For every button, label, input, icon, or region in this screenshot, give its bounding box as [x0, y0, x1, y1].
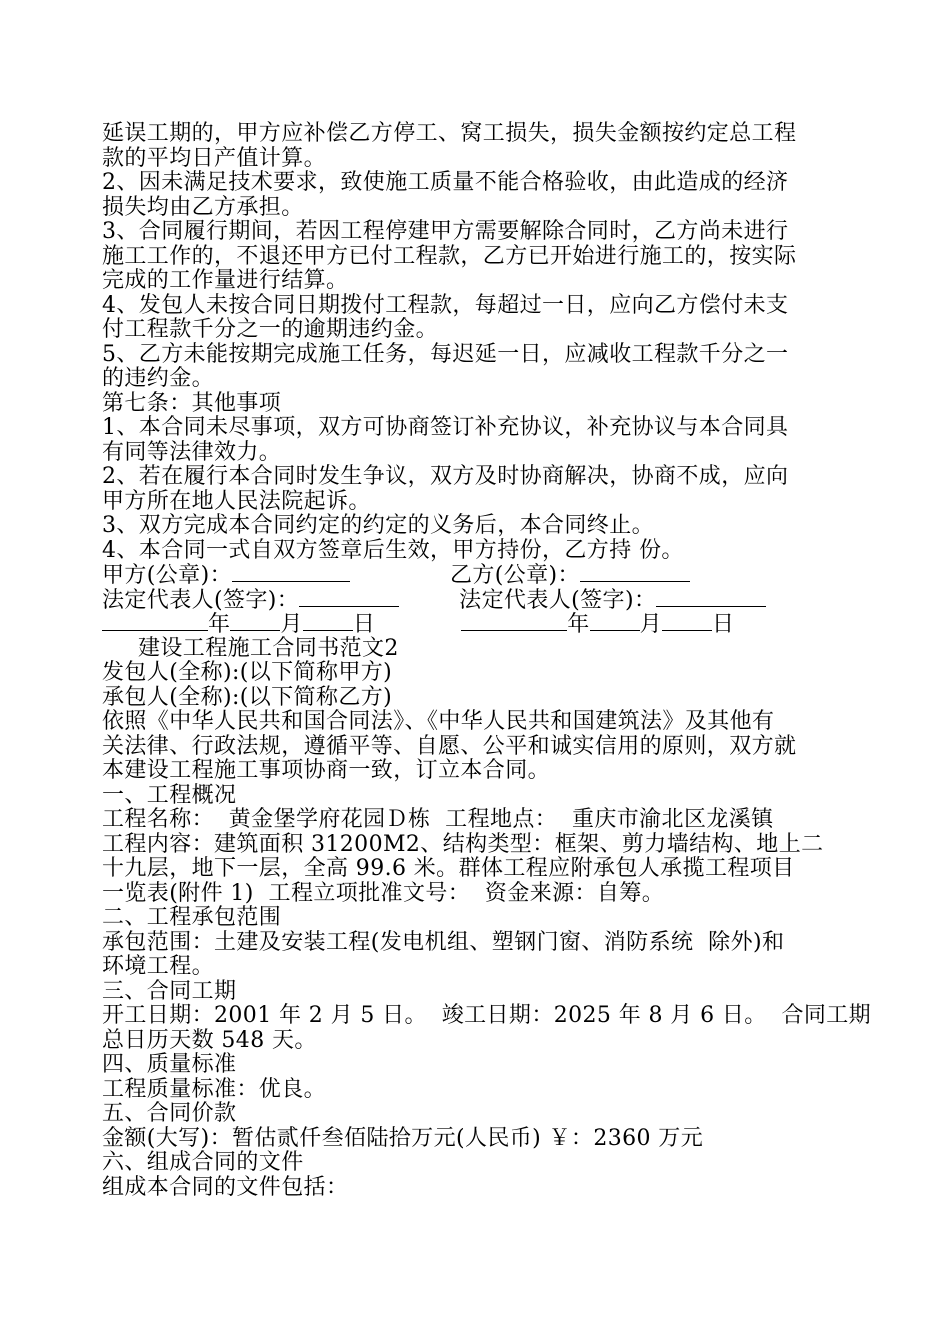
text-line: 2、若在履行本合同时发生争议，双方及时协商解决，协商不成，应向 — [102, 464, 789, 489]
text-line: 施工工作的，不退还甲方已付工程款，乙方已开始进行施工的，按实际 — [102, 243, 797, 269]
text-line: 金额(大写)：暂估贰仟叁佰陆拾万元(人民币) ￥：2360 万元 — [102, 1125, 704, 1151]
year-label: 年 — [208, 612, 231, 637]
party-b-seal-label: 乙方(公章)： — [449, 563, 580, 588]
party-b-rep-blank — [656, 588, 766, 607]
day-label: 日 — [352, 612, 376, 637]
date-blank — [303, 612, 353, 631]
text-line: 4、发包人未按合同日期拨付工程款，每超过一日，应向乙方偿付未支 — [102, 292, 789, 318]
text-line: 3、合同履行期间，若因工程停建甲方需要解除合同时，乙方尚未进行 — [102, 219, 789, 244]
text-line: 发包人(全称):(以下简称甲方) — [102, 660, 393, 685]
text-line: 有同等法律效力。 — [102, 439, 282, 465]
party-a-rep-blank — [299, 588, 399, 607]
section-heading: 三、合同工期 — [102, 978, 237, 1004]
text-line: 5、乙方未能按期完成施工任务，每迟延一日，应减收工程款千分之一 — [102, 341, 789, 367]
party-b-rep-label: 法定代表人(签字)： — [459, 587, 657, 613]
text-line: 十九层，地下一层，全高 99.6 米。群体工程应附承包人承揽工程项目 — [102, 856, 795, 881]
day-label: 日 — [712, 612, 735, 637]
signature-rep-row — [102, 588, 852, 613]
text-line: 1、本合同未尽事项，双方可协商签订补充协议，补充协议与本合同具 — [102, 415, 789, 440]
text-line: 总日历天数 548 天。 — [102, 1027, 317, 1053]
date-blank — [230, 612, 280, 631]
text-line: 承包范围：土建及安装工程(发电机组、塑钢门窗、消防系统 除外)和 — [102, 929, 785, 955]
section-heading: 六、组成合同的文件 — [102, 1150, 304, 1175]
text-line: 损失均由乙方承担。 — [102, 194, 304, 220]
date-blank — [461, 612, 567, 631]
text-line: 承包人(全称):(以下简称乙方) — [102, 684, 393, 710]
signature-seal-row — [102, 563, 852, 588]
month-label: 月 — [639, 612, 663, 637]
text-line: 3、双方完成本合同约定的约定的义务后，本合同终止。 — [102, 513, 654, 538]
date-blank — [590, 612, 640, 631]
section-heading: 一、工程概况 — [102, 782, 237, 808]
text-line: 环境工程。 — [102, 954, 215, 979]
text-line: 款的平均日产值计算。 — [102, 145, 327, 171]
signature-date-row — [102, 612, 852, 637]
year-label: 年 — [567, 612, 590, 637]
party-a-seal-blank — [232, 563, 350, 582]
date-blank — [102, 612, 208, 631]
text-line: 的违约金。 — [102, 366, 215, 391]
text-line: 2、因未满足技术要求，致使施工质量不能合格验收，由此造成的经济 — [102, 170, 789, 195]
party-b-seal-blank — [580, 563, 690, 582]
document-page — [102, 121, 872, 1200]
section-heading: 第七条：其他事项 — [102, 390, 282, 416]
month-label: 月 — [280, 612, 303, 637]
text-line: 关法律、行政法规，遵循平等、自愿、公平和诚实信用的原则，双方就 — [102, 733, 797, 759]
date-blank — [662, 612, 712, 631]
text-line: 一览表(附件 1) 工程立项批准文号： 资金来源：自筹。 — [102, 880, 665, 906]
text-line: 4、本合同一式自双方签章后生效，甲方持份，乙方持 份。 — [102, 537, 684, 563]
text-line: 开工日期：2001 年 2 月 5 日。 竣工日期：2025 年 8 月 6 日。 合同工期 — [102, 1003, 872, 1028]
text-line: 本建设工程施工事项协商一致，订立本合同。 — [102, 758, 551, 783]
text-line: 延误工期的，甲方应补偿乙方停工、窝工损失，损失金额按约定总工程 — [102, 121, 797, 146]
text-line: 工程质量标准：优良。 — [102, 1076, 327, 1102]
text-line: 付工程款千分之一的逾期违约金。 — [102, 317, 439, 342]
text-line: 完成的工作量进行结算。 — [102, 268, 349, 293]
section2-title: 建设工程施工合同书范文2 — [138, 635, 399, 661]
party-a-seal-label: 甲方(公章)： — [102, 563, 232, 588]
section-heading: 二、工程承包范围 — [102, 905, 282, 930]
section-heading: 四、质量标准 — [102, 1052, 237, 1077]
section-heading: 五、合同价款 — [102, 1101, 237, 1126]
party-a-rep-label: 法定代表人(签字)： — [102, 587, 300, 613]
text-line: 组成本合同的文件包括： — [102, 1174, 349, 1200]
text-line: 工程名称： 黄金堡学府花园Ｄ栋 工程地点： 重庆市渝北区龙溪镇 — [102, 807, 774, 832]
text-line: 工程内容：建筑面积 31200M2、结构类型：框架、剪力墙结构、地上二 — [102, 831, 824, 857]
text-line: 依照《中华人民共和国合同法》、《中华人民共和国建筑法》及其他有 — [102, 709, 775, 734]
text-line: 甲方所在地人民法院起诉。 — [102, 488, 371, 514]
